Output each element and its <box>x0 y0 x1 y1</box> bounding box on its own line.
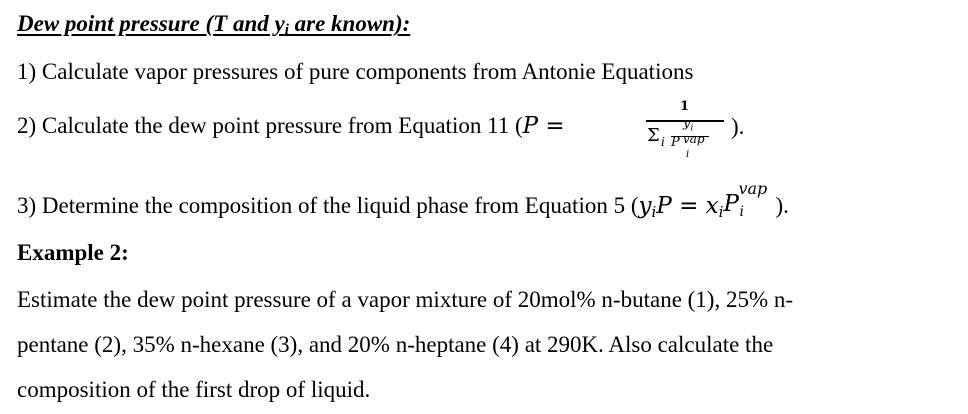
step-3 <box>17 179 789 221</box>
eq5-y-sub: i <box>651 203 657 221</box>
inner-denominator-p: P <box>671 135 680 150</box>
eq5-p: P <box>723 191 739 217</box>
inner-denominator <box>671 132 705 160</box>
sigma-subscript: i <box>661 135 665 149</box>
eq5-p-sup: vap <box>738 179 768 198</box>
eq5-y: y <box>638 193 652 219</box>
sigma-symbol: Σ <box>647 125 660 146</box>
example-line-1: Estimate the dew point pressure of a vapor mixture of 20mol% n-butane (1), 25% n- <box>17 287 794 312</box>
inner-denominator-sub: i <box>686 149 690 160</box>
step-2 <box>17 114 565 138</box>
inner-numerator <box>683 116 693 134</box>
inner-denominator-sup: vap <box>683 132 705 146</box>
eq5-x-sub: i <box>718 203 724 221</box>
heading-suffix: are known): <box>288 11 411 36</box>
step-3-close: ). <box>775 193 789 218</box>
step-3-text: 3) Determine the composition of the liquid phase from Equation 5 ( <box>17 193 639 218</box>
step-1: 1) Calculate vapor pressures of pure components from Antonie Equations <box>17 59 694 84</box>
step-2-text: 2) Calculate the dew point pressure from Equation 11 ( <box>17 113 523 138</box>
eq5-mid: P = x <box>656 193 719 219</box>
section-heading <box>17 12 410 38</box>
heading-prefix: Dew point pressure (T and y <box>17 11 285 36</box>
inner-numerator-sub: i <box>690 123 694 134</box>
example-line-2: pentane (2), 35% n-hexane (3), and 20% n-heptane (4) at 290K. Also calculate the <box>17 332 774 357</box>
equation-11-lhs: P = <box>522 113 565 139</box>
equation-5 <box>638 179 776 221</box>
eq5-pvap <box>723 179 775 220</box>
inner-numerator-y: y <box>683 116 691 131</box>
fraction-numerator: 1 <box>680 99 690 114</box>
eq5-p-sub: i <box>739 204 744 220</box>
heading-subscript: i <box>284 22 289 38</box>
example-line-3: composition of the first drop of liquid. <box>17 377 371 402</box>
step-2-close: ). <box>731 114 745 139</box>
example-title: Example 2: <box>17 240 129 265</box>
equation-11-fraction <box>643 95 729 175</box>
